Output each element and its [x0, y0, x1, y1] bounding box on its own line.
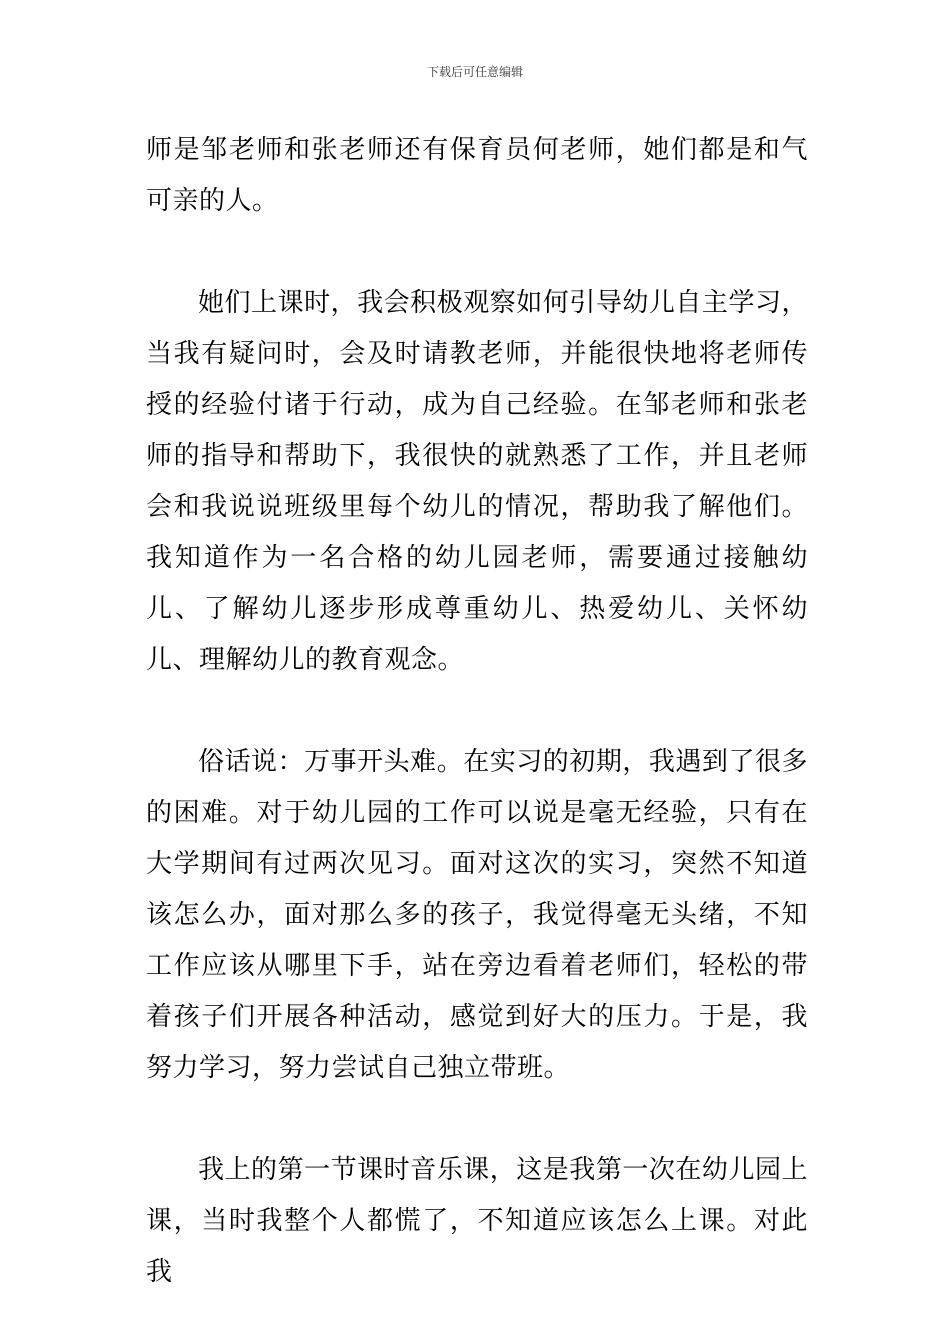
document-body: [146, 125, 808, 1298]
paragraph-1: 师是邹老师和张老师还有保育员何老师，她们都是和气可亲的人。: [146, 135, 808, 216]
paragraph-3: 俗话说：万事开头难。在实习的初期，我遇到了很多的困难。对于幼儿园的工作可以说是毫无经验，只有在大学期间有过两次见习。面对这次的实习，突然不知道该怎么办，面对那么多的孩子，我觉得毫无头绪，不知工作应该从哪里下手，站在旁边看着老师们，轻松的带着孩子们开展各种活动，感觉到好大的压力。于是，我努力学习，努力尝试自己独立带班。: [146, 747, 808, 1083]
paragraph-2: 她们上课时，我会积极观察如何引导幼儿自主学习，当我有疑问时，会及时请教老师，并能很快地将老师传授的经验付诸于行动，成为自己经验。在邹老师和张老师的指导和帮助下，我很快的就熟悉了工作，并且老师会和我说说班级里每个幼儿的情况，帮助我了解他们。我知道作为一名合格的幼儿园老师，需要通过接触幼儿、了解幼儿逐步形成尊重幼儿、热爱幼儿、关怀幼儿、理解幼儿的教育观念。: [146, 288, 808, 675]
paragraph-gap: [146, 1094, 808, 1145]
paragraph-gap: [146, 686, 808, 737]
paragraph-gap: [146, 227, 808, 278]
paragraph-4: 我上的第一节课时音乐课，这是我第一次在幼儿园上课，当时我整个人都慌了，不知道应该怎么上课。对此我: [146, 1155, 808, 1287]
page-header: 下载后可任意编辑: [426, 65, 523, 79]
